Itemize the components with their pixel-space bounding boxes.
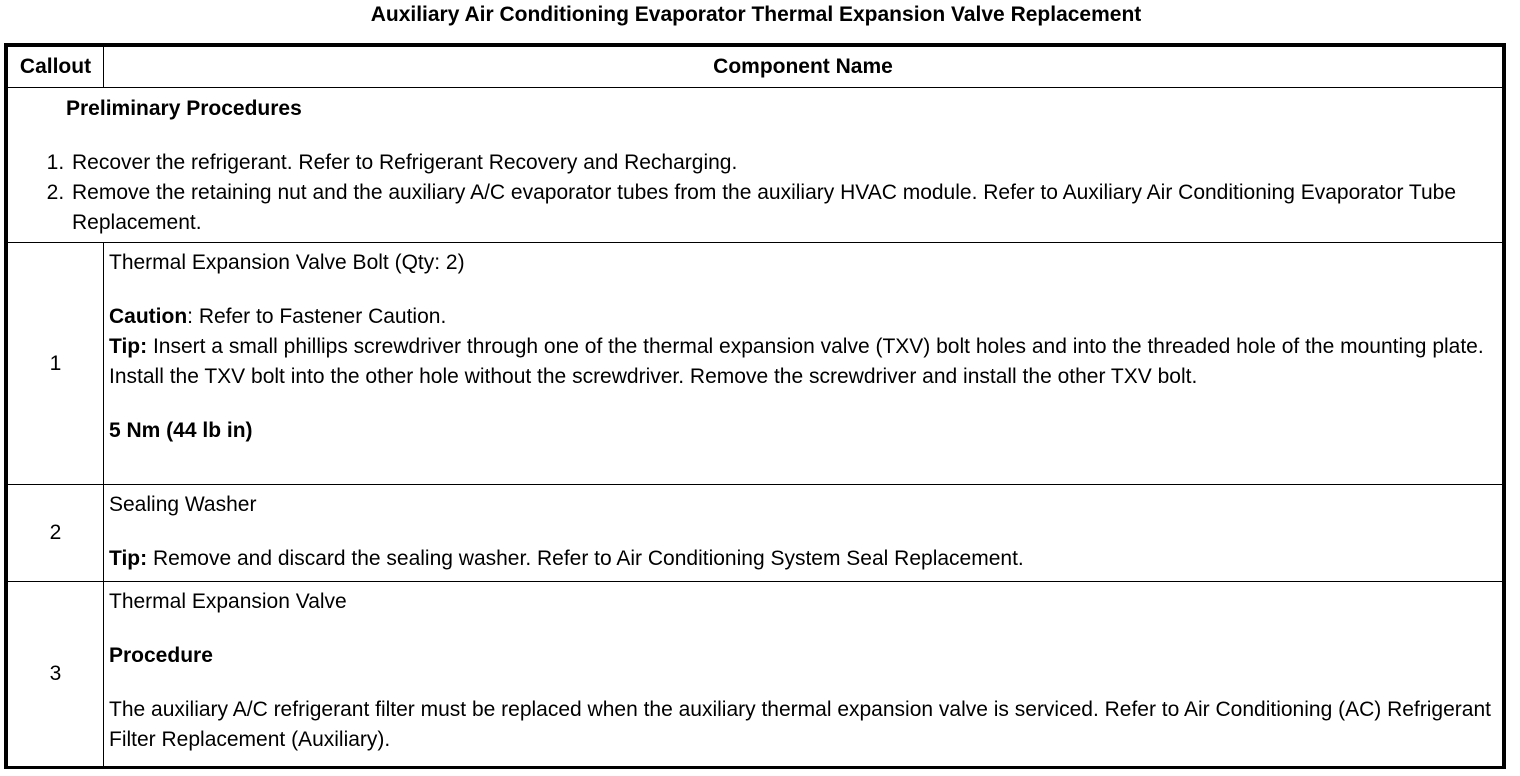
- preliminary-step-list: [14, 148, 1496, 238]
- component-name: Thermal Expansion Valve Bolt (Qty: 2): [109, 251, 465, 274]
- torque-spec: 5 Nm (44 lb in): [109, 419, 253, 442]
- caution-text: : Refer to Fastener Caution.: [187, 305, 447, 328]
- procedure-heading: Procedure: [109, 644, 213, 667]
- table-row: [8, 582, 1503, 767]
- preliminary-heading: Preliminary Procedures: [66, 97, 302, 120]
- callout-number: 3: [8, 582, 104, 767]
- component-description: [104, 243, 1503, 485]
- tip-text: Remove and discard the sealing washer. Refer to Air Conditioning System Seal Replacement.: [147, 547, 1024, 570]
- procedure-text: The auxiliary A/C refrigerant filter must be replaced when the auxiliary thermal expansion valve is serviced. Refer to Air Conditioning (AC) Refrigerant Filter Replacement (Auxiliary).: [109, 698, 1491, 751]
- tip-label: Tip:: [109, 547, 148, 570]
- page-title: Auxiliary Air Conditioning Evaporator Thermal Expansion Valve Replacement: [370, 3, 1142, 26]
- tip-text: Insert a small phillips screwdriver through one of the thermal expansion valve (TXV) bolt holes and into the threaded hole of the mounting plate. Install the TXV bolt into the other hole without the screwdriver. Remove the screwdriver and install the other TXV bolt.: [109, 335, 1484, 388]
- component-name: Thermal Expansion Valve: [109, 590, 347, 613]
- callout-number: 2: [8, 485, 104, 582]
- callout-number: 1: [8, 243, 104, 485]
- table-header-row: [8, 47, 1503, 88]
- component-name: Sealing Washer: [109, 493, 257, 516]
- tip-note: [109, 332, 1498, 392]
- preliminary-row: [8, 88, 1503, 243]
- tip-label: Tip:: [109, 335, 148, 358]
- table-row: [8, 243, 1503, 485]
- preliminary-step-2: 2. Remove the retaining nut and the auxiliary A/C evaporator tubes from the auxiliary HVAC module. Refer to Auxiliary Air Conditioning Evaporator Tube Replacement.: [70, 178, 1496, 238]
- caution-label: Caution: [109, 305, 188, 328]
- component-table: [4, 43, 1506, 769]
- table-row: [8, 485, 1503, 582]
- callout-header: Callout: [8, 47, 104, 88]
- caution-note: [109, 302, 1498, 332]
- component-description: [104, 582, 1503, 767]
- component-description: [104, 485, 1503, 582]
- component-name-header: Component Name: [104, 47, 1503, 88]
- preliminary-procedures: [8, 88, 1503, 243]
- tip-note: [109, 544, 1498, 574]
- preliminary-step-1: 1. Recover the refrigerant. Refer to Refrigerant Recovery and Recharging.: [70, 148, 1496, 178]
